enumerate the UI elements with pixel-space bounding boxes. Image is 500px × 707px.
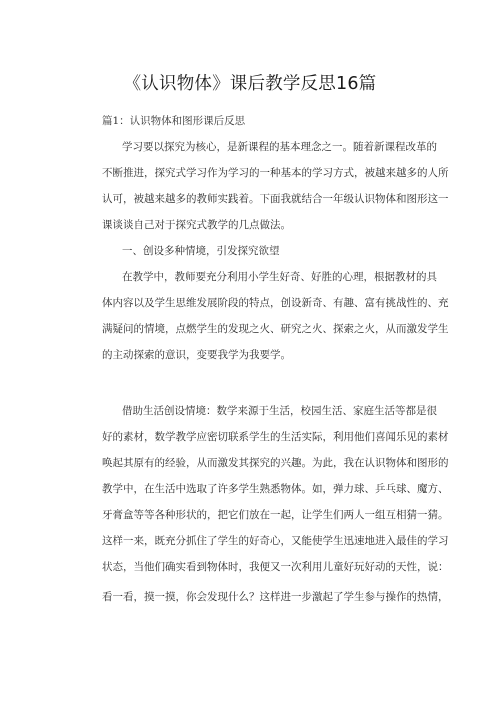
- section-heading: 篇1：认识物体和图形课后反思: [102, 115, 246, 127]
- paragraph-line: 满疑问的情境，点燃学生的发现之火、研究之火、探索之火，从而激发学生: [102, 323, 449, 335]
- paragraph-line: 状态，当他们确实看到物体时，我便又一次利用儿童好玩好动的天性，说：: [102, 561, 449, 573]
- subheading: 一、创设多种情境，引发探究欲望: [122, 245, 280, 257]
- paragraph-line: 好的素材，数学教学应密切联系学生的生活实际，利用他们喜闻乐见的素材: [102, 431, 449, 443]
- document-title: 《认识物体》课后教学反思16篇: [123, 74, 377, 94]
- paragraph-line: 的主动探索的意识，变要我学为我要学。: [102, 349, 291, 361]
- paragraph-line: 借助生活创设情境：数学来源于生活，校园生活、家庭生活等都是很: [122, 405, 437, 417]
- paragraph-line: 认可，被越来越多的教师实践着。下面我就结合一年级认识物体和图形这一: [102, 193, 449, 205]
- paragraph-line: 这样一来，既充分抓住了学生的好奇心，又能使学生迅速地进入最佳的学习: [102, 535, 449, 547]
- paragraph-line: 不断推进，探究式学习作为学习的一种基本的学习方式，被越来越多的人所: [102, 167, 449, 179]
- paragraph-line: 在教学中，教师要充分利用小学生好奇、好胜的心理，根据教材的具: [122, 271, 437, 283]
- paragraph-line: 教学中，在生活中选取了许多学生熟悉物体。如，弹力球、乒乓球、魔方、: [102, 483, 449, 495]
- paragraph-line: 牙膏盒等等各种形状的，把它们放在一起，让学生们两人一组互相猜一猜。: [102, 509, 449, 521]
- paragraph-line: 学习要以探究为核心，是新课程的基本理念之一。随着新课程改革的: [122, 141, 437, 153]
- paragraph-line: 看一看，摸一摸，你会发现什么？这样进一步激起了学生参与操作的热情，: [102, 591, 449, 603]
- paragraph-line: 唤起其原有的经验，从而激发其探究的兴趣。为此，我在认识物体和图形的: [102, 457, 449, 469]
- paragraph-line: 体内容以及学生思维发展阶段的特点，创设新奇、有趣、富有挑战性的、充: [102, 297, 449, 309]
- paragraph-line: 课谈谈自己对于探究式教学的几点做法。: [102, 219, 291, 231]
